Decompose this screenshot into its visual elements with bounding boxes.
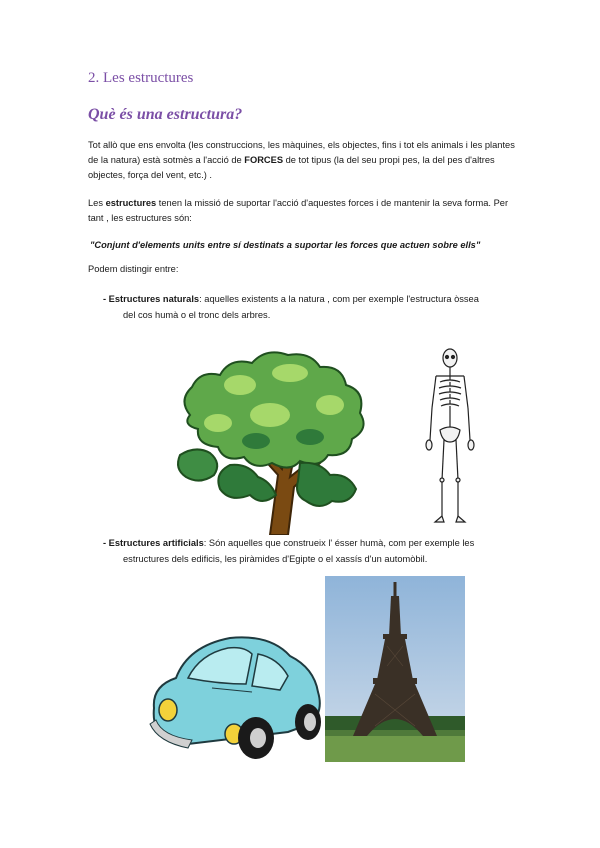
intro-p1-text-a: Tot allò que ens envolta (les construccions, les màquines, els objectes, fins i tot els animals i les plantes de la natura) està sotmès a l'acció de	[88, 140, 515, 165]
section-heading: 2. Les estructures	[88, 70, 194, 86]
intro-p1-text-b: de tot tipus (la del seu propi pes, la del pes d'altres objectes, força del vent, etc.) .	[88, 155, 495, 180]
section-subheading: Què és una estructura?	[88, 106, 243, 123]
intro-paragraph-3: Podem distingir entre:	[88, 264, 179, 274]
eiffel-tower-photo	[325, 576, 465, 762]
bullet-artificial-label: - Estructures artificials	[103, 538, 204, 548]
human-skeleton-illustration	[420, 348, 480, 528]
definition-quote: "Conjunt d'elements units entre sí destinats a suportar les forces que actuen sobre ells"	[90, 240, 481, 250]
tree-illustration	[170, 345, 382, 535]
intro-p2-bold: estructures	[105, 198, 157, 208]
bullet-artificial-text-1: : Són aquelles que construeix l' ésser humà, com per exemple les	[203, 538, 475, 548]
bullet-natural-text-1: : aquelles existents a la natura , com per exemple l'estructura òssea	[199, 294, 479, 304]
bullet-artificial	[103, 535, 513, 567]
bullet-natural	[103, 291, 513, 323]
cartoon-car-illustration	[148, 628, 326, 764]
bullet-natural-label: - Estructures naturals	[103, 294, 200, 304]
bullet-artificial-text-2: estructures dels edificis, les piràmides d'Egipte o el xassís d'un automòbil.	[123, 554, 428, 564]
intro-p2-text-a: Les	[88, 198, 106, 208]
intro-p2-text-b: tenen la missió de suportar l'acció d'aquestes forces i de mantenir la seva forma. Per tant , les estructures són:	[88, 198, 509, 223]
intro-p1-bold: FORCES	[244, 155, 284, 165]
bullet-natural-text-2: del cos humà o el tronc dels arbres.	[123, 310, 271, 320]
intro-paragraph-2	[88, 196, 520, 226]
intro-paragraph-1	[88, 138, 520, 183]
